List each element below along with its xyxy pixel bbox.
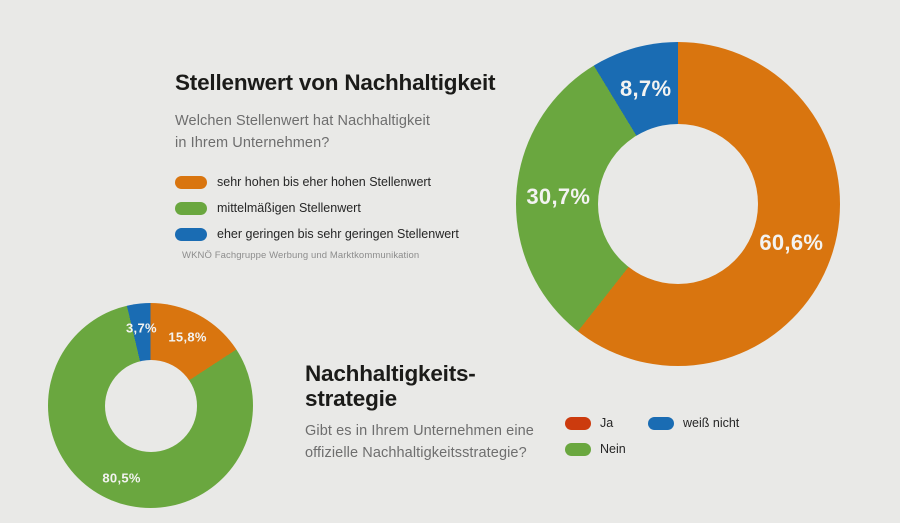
legend-item-medium: [175, 195, 459, 221]
legend-label: sehr hohen bis eher hohen Stellenwert: [217, 175, 432, 189]
donut-chart-strategie: [48, 303, 253, 508]
chart2-title-line1: Nachhaltigkeits-: [305, 361, 476, 386]
legend-swatch-blue: [648, 417, 674, 430]
donut-hole: [105, 360, 197, 452]
legend-label: weiß nicht: [683, 416, 740, 430]
legend-label: mittelmäßigen Stellenwert: [217, 201, 361, 215]
legend-item-nein: [565, 436, 648, 462]
chart1-question-line1: Welchen Stellenwert hat Nachhaltigkeit: [175, 113, 431, 129]
chart1-legend: [175, 169, 459, 247]
legend-swatch-green: [565, 443, 591, 456]
legend-swatch-green: [175, 202, 207, 215]
donut-segment-label: 30,7%: [526, 183, 591, 209]
legend-label: Nein: [600, 442, 626, 456]
legend-swatch-red: [565, 417, 591, 430]
legend-item-high: [175, 169, 459, 195]
chart1-title: Stellenwert von Nachhaltigkeit: [175, 70, 496, 95]
donut-segment-label: 80,5%: [102, 470, 141, 486]
legend-swatch-blue: [175, 228, 207, 241]
chart1-question-line2: in Ihrem Unternehmen?: [175, 135, 330, 151]
chart2-question-line1: Gibt es in Ihrem Unternehmen eine: [305, 423, 534, 439]
donut-hole: [598, 124, 758, 284]
chart1-question: [175, 110, 430, 154]
donut-segment-label: 15,8%: [168, 329, 207, 345]
legend-label: eher geringen bis sehr geringen Stellenwert: [217, 227, 459, 241]
chart2-title: [305, 361, 476, 411]
legend-swatch-orange: [175, 176, 207, 189]
source-attribution: WKNÖ Fachgruppe Werbung und Marktkommunikation: [182, 250, 420, 261]
legend-item-low: [175, 221, 459, 247]
legend-item-weiss-nicht: [648, 410, 739, 436]
chart2-question: [305, 420, 534, 464]
donut-chart-stellenwert: [516, 42, 840, 366]
chart2-question-line2: offizielle Nachhaltigkeitsstrategie?: [305, 445, 527, 461]
chart2-legend: [565, 410, 739, 462]
legend-item-ja: [565, 410, 648, 436]
donut-segment-label: 8,7%: [619, 75, 672, 101]
chart2-title-line2: strategie: [305, 386, 397, 412]
donut-segment-label: 60,6%: [759, 230, 824, 256]
donut-segment-label: 3,7%: [126, 320, 157, 336]
legend-label: Ja: [600, 416, 614, 430]
